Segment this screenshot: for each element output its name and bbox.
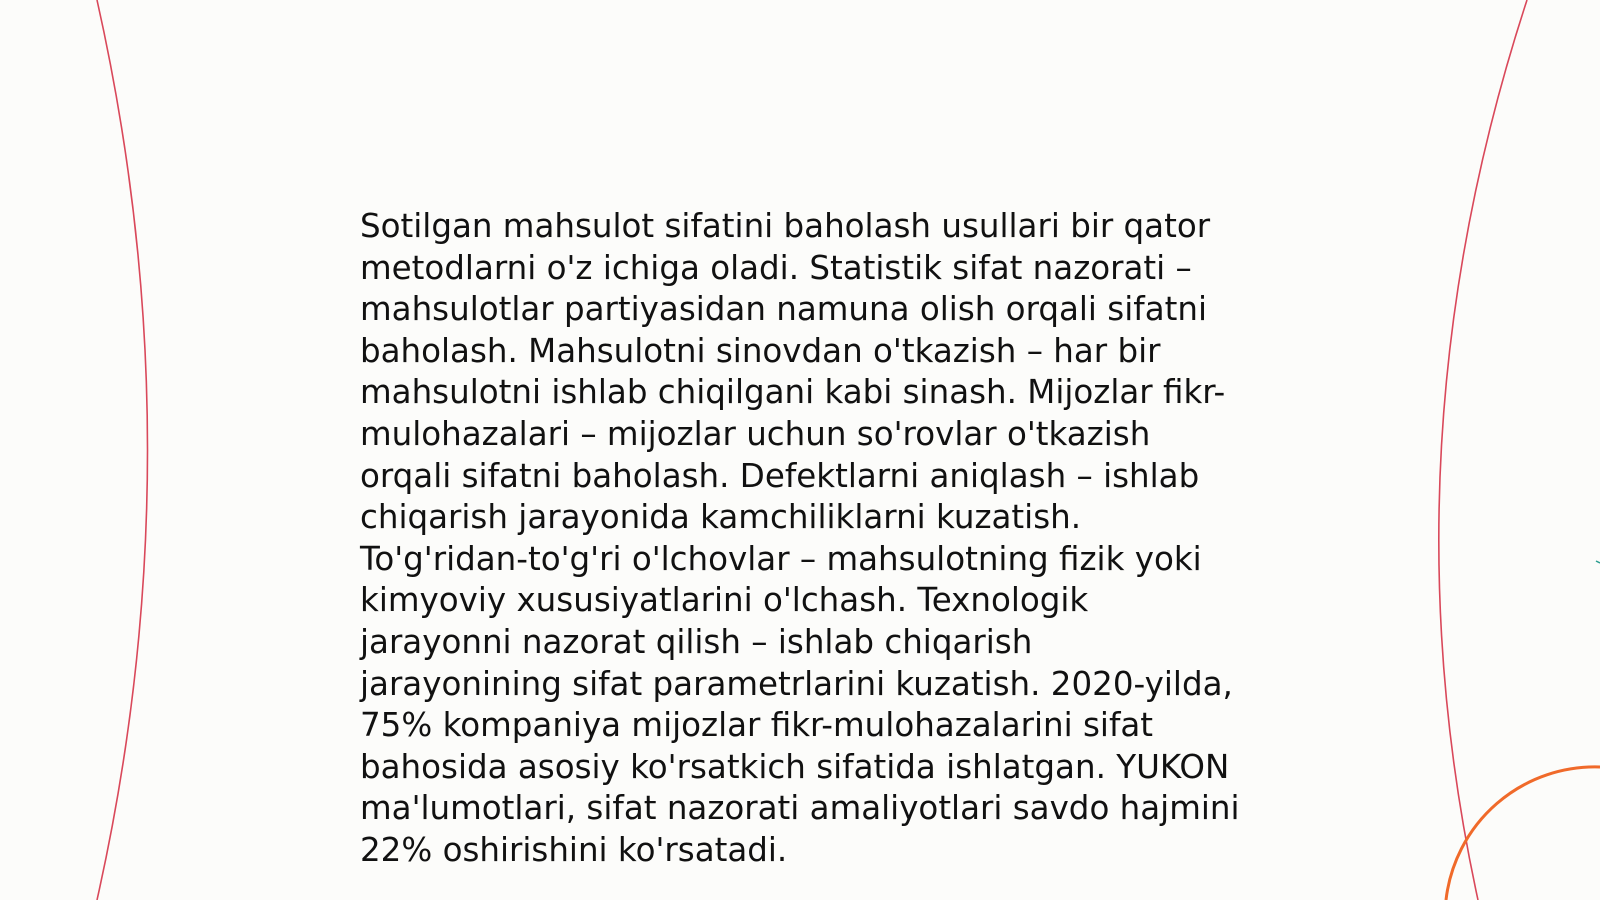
paragraph-line: 22% oshirishini ko'rsatadi. [360,830,788,869]
paragraph-line: Sotilgan mahsulot sifatini baholash usullari bir qator [360,207,1211,245]
paragraph-line: ma'lumotlari, sifat nazorati amaliyotlari savdo hajmini [360,789,1240,828]
paragraph-line: metodlarni o'z ichiga oladi. Statistik sifat nazorati – [360,248,1192,287]
paragraph-line: bahosida asosiy ko'rsatkich sifatida ishlatgan. YUKON [360,747,1230,786]
paragraph-line: orqali sifatni baholash. Defektlarni aniqlash – ishlab [360,456,1200,495]
paragraph-line: mahsulotni ishlab chiqilgani kabi sinash. Mijozlar fikr- [360,373,1226,412]
paragraph-line: baholash. Mahsulotni sinovdan o'tkazish – har bir [360,331,1161,370]
teal-accent-mark [1596,561,1600,563]
left-arc [97,0,148,900]
paragraph-line: kimyoviy xususiyatlarini o'lchash. Texnologik [360,581,1089,620]
paragraph-line: jarayonni nazorat qilish – ishlab chiqarish [360,622,1033,661]
paragraph-line: To'g'ridan-to'g'ri o'lchovlar – mahsulotning fizik yoki [360,539,1202,578]
paragraph-line: 75% kompaniya mijozlar fikr-mulohazalarini sifat [360,706,1154,745]
paragraph-line: mulohazalari – mijozlar uchun so'rovlar o'tkazish [360,414,1151,453]
body-paragraph [360,206,1240,872]
right-arc [1439,0,1527,900]
paragraph-line: chiqarish jarayonida kamchiliklarni kuzatish. [360,498,1082,537]
paragraph-line: jarayonining sifat parametrlarini kuzatish. 2020-yilda, [360,664,1233,703]
orange-circle-arc [1446,767,1600,900]
paragraph-line: mahsulotlar partiyasidan namuna olish orqali sifatni [360,290,1207,329]
